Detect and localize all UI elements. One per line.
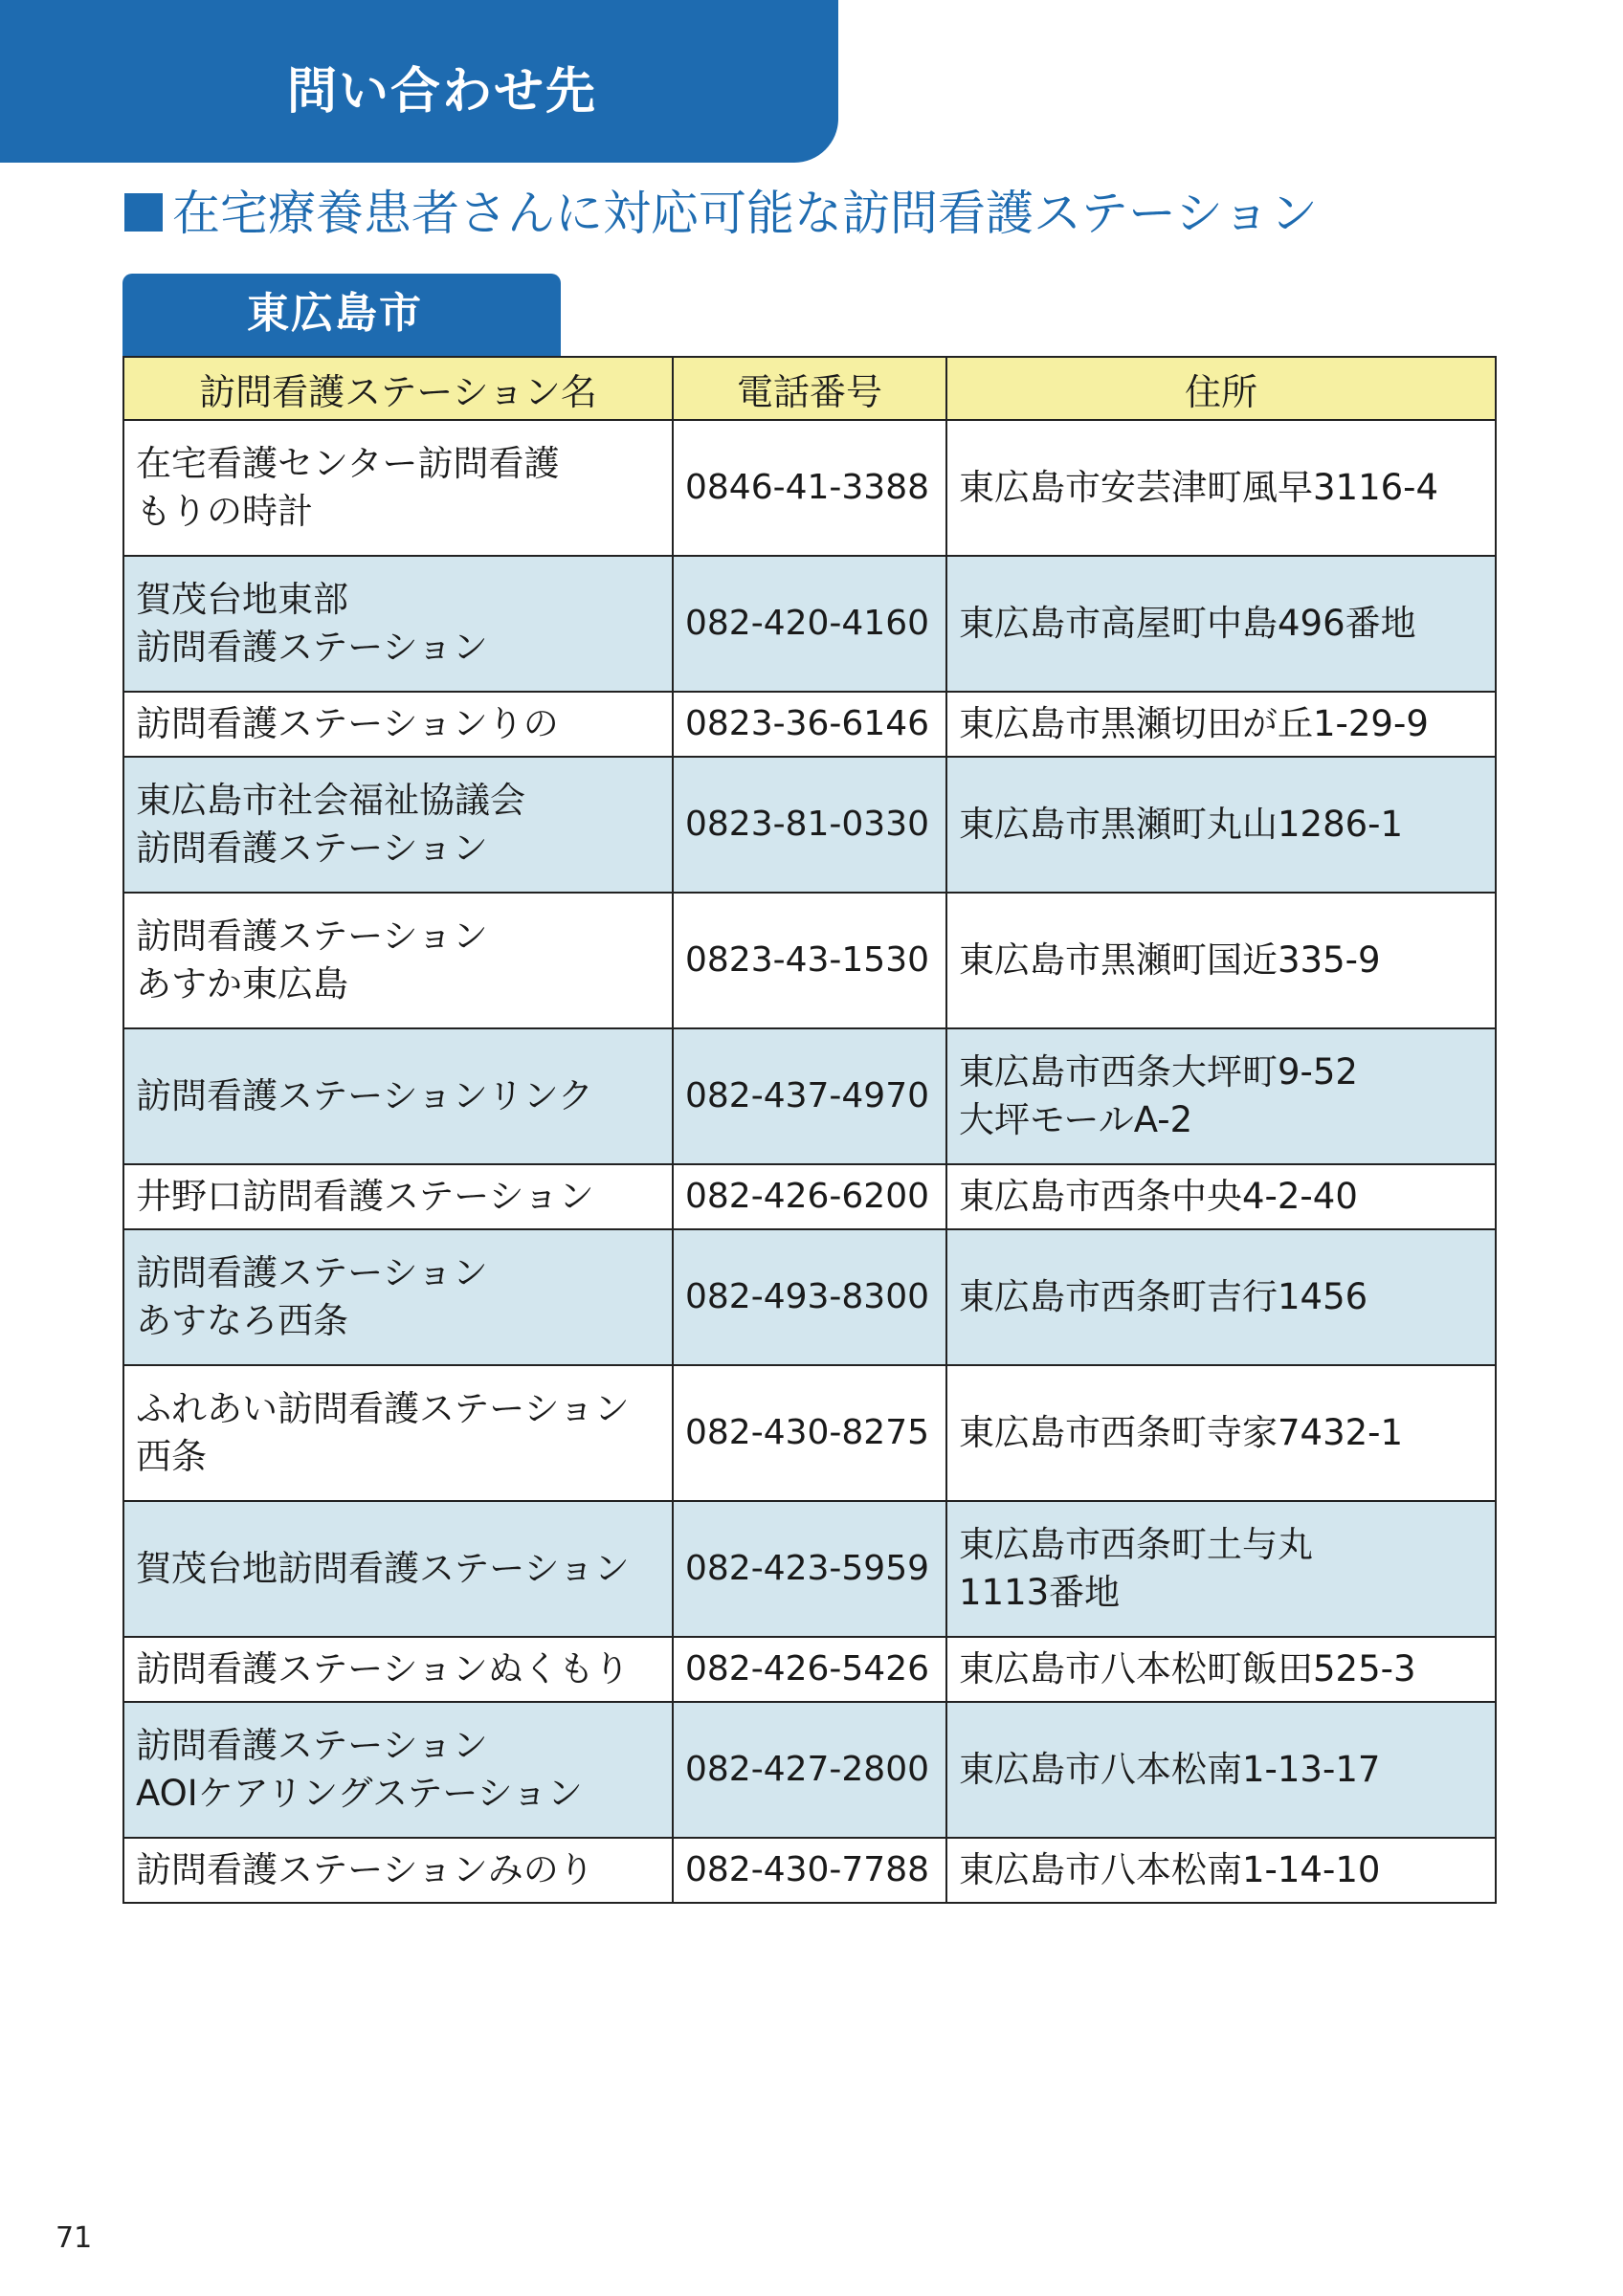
phone-cell: 082-493-8300 — [673, 1229, 946, 1365]
address-cell — [946, 1702, 1496, 1838]
address-line: 東広島市黒瀬町国近335-9 — [959, 939, 1381, 982]
station-name-cell — [123, 556, 673, 692]
phone-cell: 082-430-7788 — [673, 1838, 946, 1903]
station-name-cell — [123, 1164, 673, 1229]
station-name-cell — [123, 1028, 673, 1164]
phone-cell: 082-420-4160 — [673, 556, 946, 692]
station-name-line: 訪問看護ステーションリンク — [136, 1075, 594, 1117]
address-line: 1113番地 — [959, 1572, 1121, 1613]
table-row — [123, 757, 1496, 893]
table-row — [123, 1501, 1496, 1637]
phone-cell: 0823-43-1530 — [673, 893, 946, 1028]
address-cell — [946, 1838, 1496, 1903]
phone-cell: 0823-81-0330 — [673, 757, 946, 893]
address-line: 東広島市西条町吉行1456 — [959, 1276, 1368, 1318]
station-name-cell — [123, 757, 673, 893]
address-cell — [946, 1637, 1496, 1702]
address-line: 東広島市西条中央4-2-40 — [959, 1176, 1358, 1218]
station-name-cell — [123, 1501, 673, 1637]
address-cell — [946, 1229, 1496, 1365]
station-name-line: 訪問看護ステーションりの — [136, 703, 559, 745]
phone-cell: 082-426-5426 — [673, 1637, 946, 1702]
phone-cell: 082-426-6200 — [673, 1164, 946, 1229]
square-bullet-icon — [124, 193, 163, 232]
address-line: 東広島市西条町寺家7432-1 — [959, 1412, 1404, 1454]
station-name-line: 訪問看護ステーション — [136, 916, 488, 958]
station-name-cell — [123, 1838, 673, 1903]
table-row — [123, 893, 1496, 1028]
station-name-cell — [123, 893, 673, 1028]
page-title: 問い合わせ先 — [287, 63, 598, 121]
station-name-line: 訪問看護ステーションみのり — [136, 1849, 594, 1891]
address-cell — [946, 1164, 1496, 1229]
address-line: 東広島市安芸津町風早3116-4 — [959, 467, 1439, 509]
address-line: 大坪モールA-2 — [959, 1099, 1193, 1140]
phone-cell: 082-437-4970 — [673, 1028, 946, 1164]
station-name-cell — [123, 1365, 673, 1501]
address-line: 東広島市高屋町中島496番地 — [959, 603, 1416, 645]
table-row — [123, 1229, 1496, 1365]
table-row — [123, 1637, 1496, 1702]
table-header-row — [123, 357, 1496, 420]
phone-cell: 0823-36-6146 — [673, 692, 946, 757]
address-cell — [946, 420, 1496, 556]
address-line: 東広島市黒瀬切田が丘1-29-9 — [959, 703, 1429, 745]
column-header-name: 訪問看護ステーション名 — [123, 357, 673, 420]
table-row — [123, 1365, 1496, 1501]
column-header-phone: 電話番号 — [673, 357, 946, 420]
table-row — [123, 1838, 1496, 1903]
station-name-line: 西条 — [136, 1436, 207, 1477]
station-name-line: 訪問看護ステーション — [136, 828, 488, 869]
station-name-cell — [123, 1702, 673, 1838]
city-label: 東広島市 — [247, 289, 423, 338]
phone-cell: 082-430-8275 — [673, 1365, 946, 1501]
table-row — [123, 692, 1496, 757]
page-number: 71 — [56, 2221, 93, 2255]
station-name-line: 東広島市社会福祉協議会 — [136, 780, 525, 822]
address-line: 東広島市西条大坪町9-52 — [959, 1051, 1358, 1093]
phone-cell: 0846-41-3388 — [673, 420, 946, 556]
station-name-line: 訪問看護ステーション — [136, 1252, 488, 1294]
section-heading — [124, 186, 1318, 241]
address-cell — [946, 556, 1496, 692]
phone-cell: 082-427-2800 — [673, 1702, 946, 1838]
station-name-cell — [123, 692, 673, 757]
table-row — [123, 1164, 1496, 1229]
city-tab — [122, 274, 561, 356]
station-name-line: AOIケアリングステーション — [136, 1773, 583, 1814]
station-name-line: ふれあい訪問看護ステーション — [136, 1388, 630, 1430]
address-line: 東広島市八本松町飯田525-3 — [959, 1648, 1416, 1690]
station-name-line: もりの時計 — [136, 491, 313, 532]
station-name-line: 井野口訪問看護ステーション — [136, 1176, 594, 1218]
station-name-cell — [123, 1229, 673, 1365]
address-line: 東広島市黒瀬町丸山1286-1 — [959, 804, 1404, 846]
address-cell — [946, 893, 1496, 1028]
station-name-line: 賀茂台地訪問看護ステーション — [136, 1548, 630, 1590]
station-name-line: あすなろ西条 — [136, 1300, 348, 1341]
table-row — [123, 420, 1496, 556]
header-tab — [0, 0, 838, 163]
station-name-cell — [123, 420, 673, 556]
station-name-line: 訪問看護ステーション — [136, 627, 488, 668]
address-cell — [946, 692, 1496, 757]
station-name-line: 賀茂台地東部 — [136, 579, 348, 621]
address-cell — [946, 1028, 1496, 1164]
section-heading-text: 在宅療養患者さんに対応可能な訪問看護ステーション — [172, 186, 1318, 241]
address-cell — [946, 757, 1496, 893]
phone-cell: 082-423-5959 — [673, 1501, 946, 1637]
column-header-address: 住所 — [946, 357, 1496, 420]
table-row — [123, 1702, 1496, 1838]
stations-table — [122, 356, 1497, 1904]
station-name-cell — [123, 1637, 673, 1702]
address-line: 東広島市八本松南1-13-17 — [959, 1749, 1381, 1791]
address-line: 東広島市八本松南1-14-10 — [959, 1849, 1381, 1891]
table-row — [123, 556, 1496, 692]
address-line: 東広島市西条町土与丸 — [959, 1524, 1313, 1566]
station-name-line: 在宅看護センター訪問看護 — [136, 443, 560, 485]
stations-table-container — [122, 356, 1495, 1904]
table-row — [123, 1028, 1496, 1164]
station-name-line: 訪問看護ステーションぬくもり — [136, 1648, 630, 1690]
address-cell — [946, 1501, 1496, 1637]
station-name-line: あすか東広島 — [136, 963, 348, 1004]
station-name-line: 訪問看護ステーション — [136, 1725, 488, 1767]
address-cell — [946, 1365, 1496, 1501]
